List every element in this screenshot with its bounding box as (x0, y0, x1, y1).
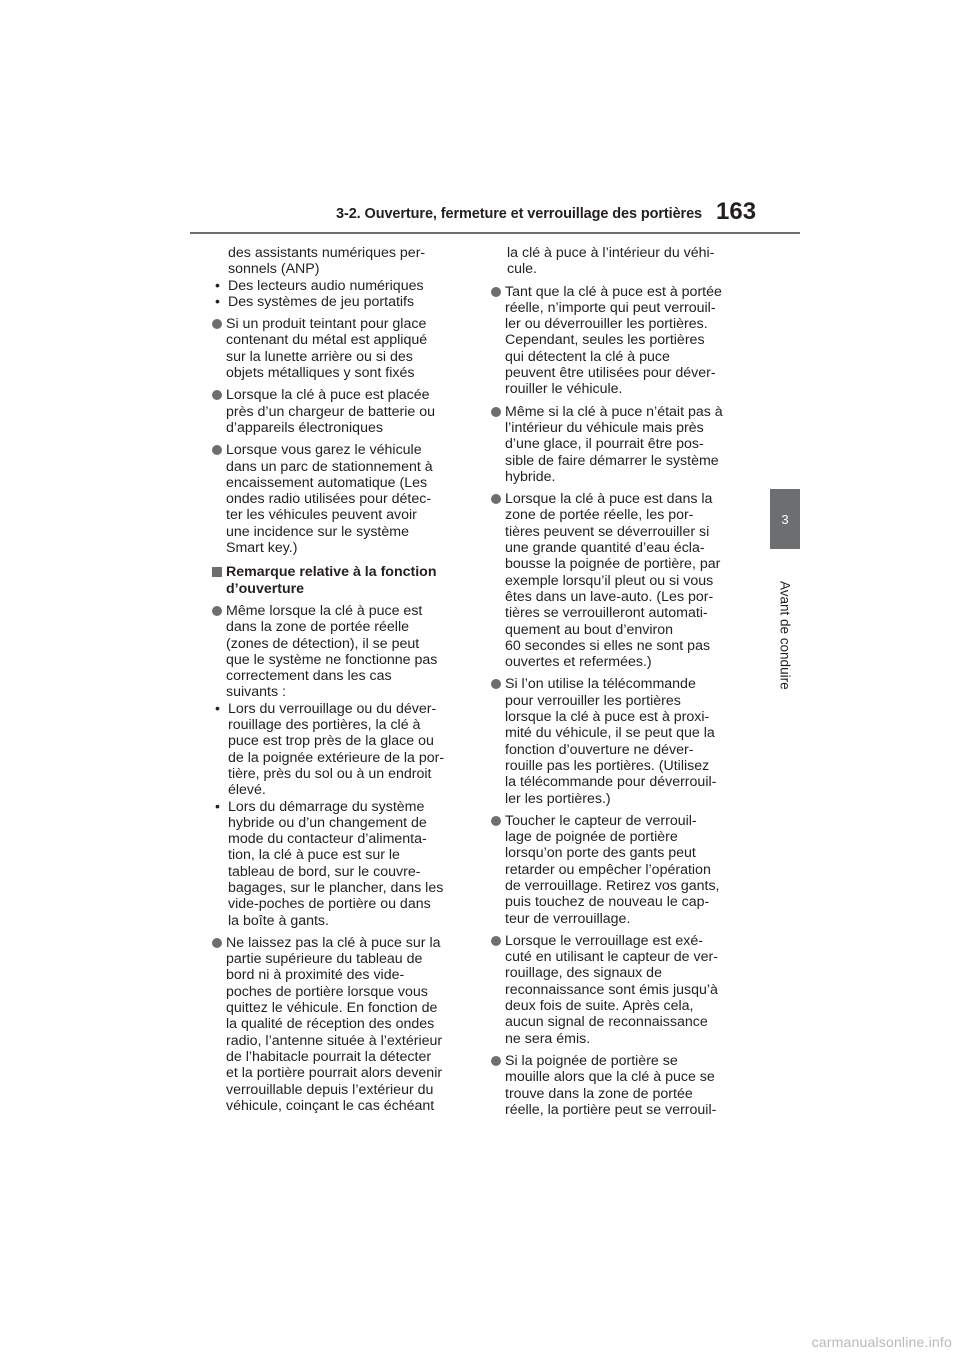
bullet-item (491, 404, 753, 485)
text-line: ouvertes et refermées.) (505, 654, 652, 671)
text-line: véhicule, coinçant le cas échéant (226, 1097, 435, 1114)
text-line: la qualité de réception des ondes (226, 1016, 435, 1033)
text-line: rouillage des portières, la clé à (228, 717, 421, 734)
text-line: puis touchez de nouveau le cap- (505, 894, 710, 911)
text-line: Même lorsque la clé à puce est (226, 602, 423, 619)
bullet-item (212, 387, 474, 436)
chapter-label: Avant de conduire (777, 580, 793, 690)
text-line: Cependant, seules les portières (505, 332, 705, 349)
text-line: quement au bout d’environ (505, 621, 674, 638)
text-line: Tant que la clé à puce est à portée (505, 283, 722, 300)
text-line: peuvent être utilisées pour déver- (505, 365, 716, 382)
text-line: mode du contacteur d’alimenta- (228, 831, 427, 848)
bullet-dot-icon (491, 1056, 501, 1066)
text-line: êtes dans un lave-auto. (Les por- (505, 588, 714, 605)
text-line: (zones de détection), il se peut (226, 635, 420, 652)
text-line: ne sera émis. (505, 1030, 591, 1047)
text-line: Des systèmes de jeu portatifs (228, 293, 415, 310)
bullet-dot-icon (491, 679, 501, 689)
text-line: lorsqu’on porte des gants peut (505, 845, 696, 862)
chapter-tab: 3 (770, 489, 800, 549)
text-line: sonnels (ANP) (228, 261, 320, 278)
text-line: réelle, n’importe qui peut verrouil- (505, 299, 716, 316)
section-title: 3-2. Ouverture, fermeture et verrouillage des portières (336, 206, 702, 222)
text-line: dans un parc de stationnement à (226, 458, 433, 475)
text-line: de verrouillage. Retirez vos gants, (505, 877, 720, 894)
text-line: contenant du métal est appliqué (226, 332, 428, 349)
text-line: teur de verrouillage. (505, 910, 631, 927)
footer-watermark: carmanualsonline.info (811, 1334, 952, 1350)
section-heading (212, 564, 474, 597)
bullet-item (212, 935, 474, 1114)
text-line: la clé à puce à l’intérieur du véhi- (507, 245, 715, 261)
bullet-item (212, 316, 474, 381)
left-column (212, 245, 474, 1114)
text-line: tière, près du sol ou à un endroit (228, 765, 432, 782)
text-line: mité du véhicule, il se peut que la (505, 725, 715, 742)
bullet-dot-icon (491, 816, 501, 826)
text-line: objets métalliques y sont fixés (226, 365, 415, 382)
text-line: ler ou déverrouiller les portières. (505, 316, 708, 333)
bullet-item (491, 676, 753, 806)
text-line: près d’un chargeur de batterie ou (226, 403, 436, 420)
text-line: tières se verrouilleront automati- (505, 605, 708, 622)
text-line: dans la zone de portée réelle (226, 619, 409, 636)
text-line: Lorsque la clé à puce est dans la (505, 491, 713, 508)
text-line: correctement dans les cas (226, 668, 392, 685)
bullet-dot-icon (212, 445, 222, 455)
bullet-dot-icon (212, 319, 222, 329)
text-line: aucun signal de reconnaissance (505, 1014, 708, 1031)
text-line: Lorsque la clé à puce est placée (226, 387, 430, 404)
sub-bullet: • (215, 700, 220, 717)
text-line: Remarque relative à la fonction (226, 564, 437, 581)
text-line: hybride ou d’un changement de (228, 814, 427, 831)
text-line: tières peuvent se déverrouiller si (505, 523, 710, 540)
text-line: Smart key.) (226, 540, 298, 557)
text-line: radio, l’antenne située à l’extérieur (226, 1032, 443, 1049)
sub-list-item (212, 701, 474, 799)
text-line: tion, la clé à puce est sur le (228, 847, 400, 864)
sub-bullet: • (215, 293, 220, 310)
continued-text (212, 245, 474, 278)
text-line: retarder ou empêcher l’opération (505, 861, 711, 878)
text-line: mouille alors que la clé à puce se (505, 1069, 715, 1086)
bullet-dot-icon (491, 287, 501, 297)
text-line: Ne laissez pas la clé à puce sur la (226, 934, 441, 951)
bullet-item (491, 284, 753, 398)
bullet-dot-icon (491, 936, 501, 946)
text-line: lorsque la clé à puce est à proxi- (505, 709, 710, 726)
text-line: puce est trop près de la glace ou (228, 733, 434, 750)
text-line: Lorsque vous garez le véhicule (226, 442, 422, 459)
text-line: la boîte à gants. (228, 912, 329, 929)
text-line: de l’habitacle pourrait la détecter (226, 1048, 432, 1065)
text-line: bagages, sur le plancher, dans les (228, 879, 444, 896)
text-line: ter les véhicules peuvent avoir (226, 507, 417, 524)
sub-bullet: • (215, 798, 220, 815)
text-line: lage de poignée de portière (505, 829, 678, 846)
text-line: l’intérieur du véhicule mais près (505, 419, 704, 436)
bullet-item (491, 813, 753, 927)
text-line: élevé. (228, 782, 266, 799)
text-line: qui détectent la clé à puce (505, 348, 670, 365)
text-line: tableau de bord, sur le couvre- (228, 863, 421, 880)
text-line: rouiller le véhicule. (505, 381, 623, 398)
text-line: des assistants numériques per- (228, 245, 426, 261)
text-line: d’une glace, il pourrait être pos- (505, 436, 704, 453)
text-line: et la portière pourrait alors devenir (226, 1065, 443, 1082)
text-line: d’ouverture (226, 580, 305, 597)
text-line: Toucher le capteur de verrouil- (505, 812, 697, 829)
sub-list-item (212, 278, 474, 294)
text-line: encaissement automatique (Les (226, 474, 428, 491)
text-line: poches de portière lorsque vous (226, 983, 428, 1000)
text-line: Lorsque le verrouillage est exé- (505, 932, 703, 949)
text-line: zone de portée réelle, les por- (505, 507, 694, 524)
text-line: deux fois de suite. Après cela, (505, 998, 694, 1015)
text-line: trouve dans la zone de portée (505, 1085, 693, 1102)
text-line: une incidence sur le système (226, 523, 409, 540)
text-line: fonction d’ouverture ne déver- (505, 741, 694, 758)
text-line: réelle, la portière peut se verrouil- (505, 1101, 717, 1118)
text-line: sible de faire démarrer le système (505, 452, 719, 469)
text-line: ondes radio utilisées pour détec- (226, 491, 432, 508)
sub-bullet: • (215, 277, 220, 294)
text-line: ler les portières.) (505, 790, 611, 807)
text-line: bousse la poignée de portière, par (505, 556, 721, 573)
text-line: la télécommande pour déverrouil- (505, 774, 717, 791)
text-line: bord ni à proximité des vide- (226, 967, 405, 984)
text-line: Lors du verrouillage ou du déver- (228, 700, 437, 717)
text-line: Des lecteurs audio numériques (228, 277, 424, 294)
bullet-item (491, 491, 753, 670)
text-line: rouillage, des signaux de (505, 965, 662, 982)
text-line: verrouillable depuis l’extérieur du (226, 1081, 434, 1098)
text-line: vide-poches de portière ou dans (228, 896, 431, 913)
text-line: partie supérieure du tableau de (226, 951, 423, 968)
text-line: reconnaissance sont émis jusqu’à (505, 981, 718, 998)
text-line: cuté en utilisant le capteur de ver- (505, 949, 718, 966)
text-line: Même si la clé à puce n’était pas à (505, 403, 723, 420)
text-line: Si la poignée de portière se (505, 1052, 678, 1069)
text-line: 60 secondes si elles ne sont pas (505, 637, 711, 654)
page-number: 163 (716, 198, 757, 225)
text-line: pour verrouiller les portières (505, 692, 681, 709)
text-line: quittez le véhicule. En fonction de (226, 1000, 438, 1017)
bullet-dot-icon (212, 606, 222, 616)
text-line: cule. (507, 261, 537, 278)
text-line: suivants : (226, 684, 286, 701)
text-line: sur la lunette arrière ou si des (226, 348, 413, 365)
text-line: de la poignée extérieure de la por- (228, 749, 445, 766)
header-rule (190, 232, 800, 234)
continued-text (491, 245, 753, 278)
text-line: que le système ne fonctionne pas (226, 651, 438, 668)
bullet-dot-icon (491, 494, 501, 504)
square-marker-icon (212, 567, 222, 577)
sub-list-item (212, 294, 474, 310)
sub-list-item (212, 799, 474, 929)
text-line: d’appareils électroniques (226, 419, 383, 436)
text-line: exemple lorsqu’il pleut ou si vous (505, 572, 714, 589)
bullet-dot-icon (212, 390, 222, 400)
text-line: rouille pas les portières. (Utilisez (505, 757, 710, 774)
bullet-dot-icon (212, 938, 222, 948)
bullet-item (212, 442, 474, 556)
text-line: une grande quantité d’eau écla- (505, 540, 705, 557)
text-line: hybride. (505, 468, 556, 485)
right-column (491, 245, 753, 1118)
bullet-item (491, 933, 753, 1047)
text-line: Si l’on utilise la télécommande (505, 676, 696, 693)
bullet-dot-icon (491, 407, 501, 417)
text-line: Si un produit teintant pour glace (226, 316, 427, 333)
text-line: Lors du démarrage du système (228, 798, 425, 815)
bullet-item (491, 1053, 753, 1118)
bullet-item (212, 603, 474, 701)
